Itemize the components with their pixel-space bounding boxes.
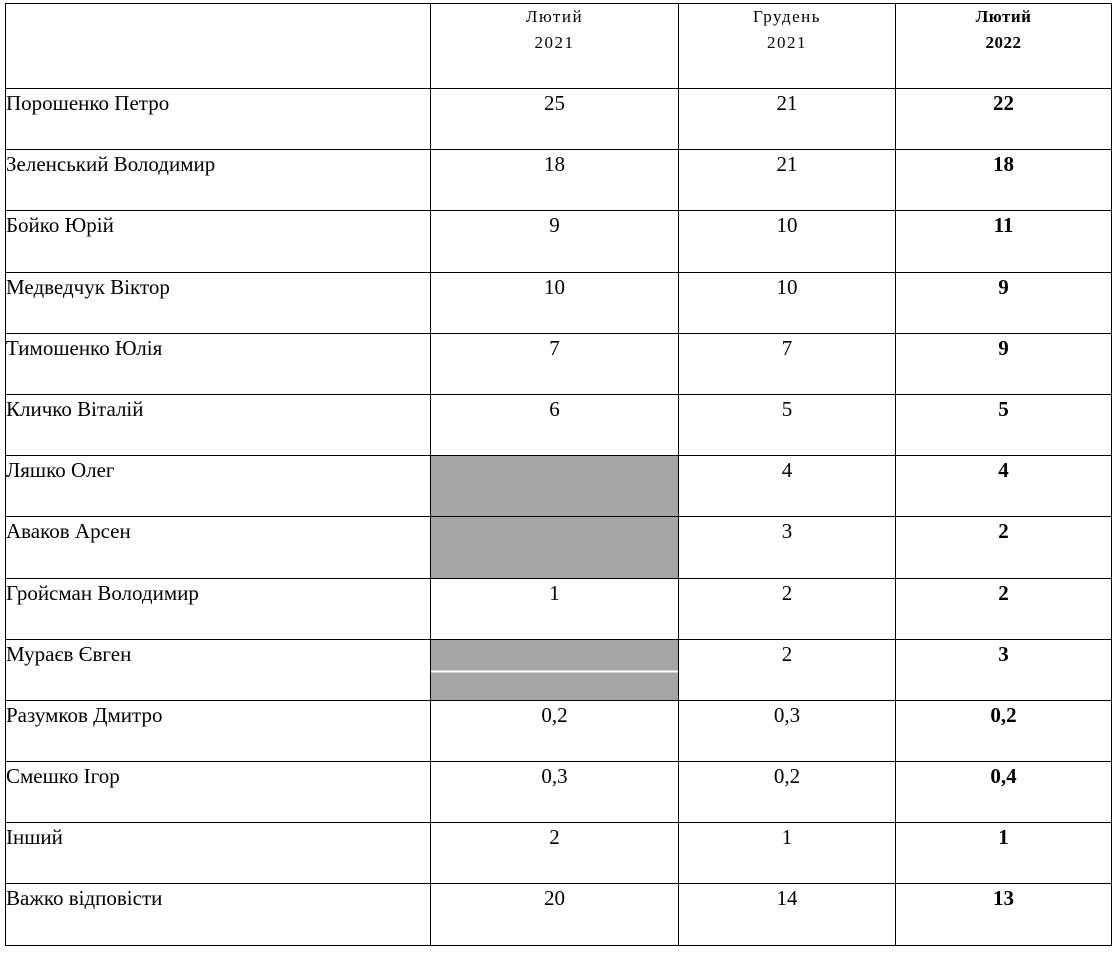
value-cell: 10 [431,272,679,333]
value-cell: 2 [679,639,896,700]
value-cell: 18 [896,150,1112,211]
no-data-cell [431,639,679,700]
value-cell: 0,4 [896,762,1112,823]
value-cell: 5 [896,394,1112,455]
table-row [6,272,1112,333]
value-cell: 0,2 [896,700,1112,761]
column-header-year: 2021 [534,33,575,52]
value-cell: 1 [431,578,679,639]
value-cell: 3 [679,517,896,578]
row-label: Зеленський Володимир [6,150,431,211]
table-row [6,150,1112,211]
table-row [6,762,1112,823]
table-row [6,700,1112,761]
value-cell: 9 [896,333,1112,394]
value-cell: 2 [896,578,1112,639]
value-cell: 10 [679,211,896,272]
row-label: Бойко Юрій [6,211,431,272]
value-cell: 2 [679,578,896,639]
row-label: Кличко Віталій [6,394,431,455]
value-cell: 9 [896,272,1112,333]
header-row [6,4,1112,89]
no-data-cell [431,456,679,517]
value-cell: 14 [679,884,896,945]
table-row [6,89,1112,150]
table-body [6,89,1112,946]
value-cell: 0,2 [679,762,896,823]
table-row [6,333,1112,394]
value-cell: 0,3 [679,700,896,761]
value-cell: 1 [679,823,896,884]
value-cell: 1 [896,823,1112,884]
table-row [6,394,1112,455]
table-row [6,517,1112,578]
column-header-month: Лютий [975,7,1032,26]
value-cell: 4 [679,456,896,517]
value-cell: 22 [896,89,1112,150]
column-header-year: 2022 [985,33,1022,52]
value-cell: 9 [431,211,679,272]
value-cell: 18 [431,150,679,211]
column-header-feb-2021 [431,4,679,89]
no-data-cell [431,517,679,578]
column-header-dec-2021 [679,4,896,89]
table-row [6,884,1112,945]
row-label: Ляшко Олег [6,456,431,517]
column-header-month: Лютий [525,7,584,26]
value-cell: 21 [679,150,896,211]
table-row [6,456,1112,517]
table-row [6,211,1112,272]
row-label: Смешко Ігор [6,762,431,823]
column-header-month: Грудень [752,7,821,26]
column-header-feb-2022 [896,4,1112,89]
value-cell: 2 [896,517,1112,578]
value-cell: 2 [431,823,679,884]
value-cell: 11 [896,211,1112,272]
row-label: Медведчук Віктор [6,272,431,333]
row-label: Порошенко Петро [6,89,431,150]
value-cell: 0,2 [431,700,679,761]
value-cell: 7 [679,333,896,394]
row-label: Важко відповісти [6,884,431,945]
table-row [6,639,1112,700]
value-cell: 4 [896,456,1112,517]
table-row [6,823,1112,884]
row-label: Разумков Дмитро [6,700,431,761]
row-label: Аваков Арсен [6,517,431,578]
value-cell: 10 [679,272,896,333]
row-label: Мураєв Євген [6,639,431,700]
row-label: Тимошенко Юлія [6,333,431,394]
value-cell: 25 [431,89,679,150]
value-cell: 20 [431,884,679,945]
value-cell: 13 [896,884,1112,945]
poll-results-table [5,3,1112,946]
row-label: Гройсман Володимир [6,578,431,639]
value-cell: 5 [679,394,896,455]
value-cell: 7 [431,333,679,394]
value-cell: 0,3 [431,762,679,823]
column-header-year: 2021 [767,33,807,52]
corner-cell [6,4,431,89]
value-cell: 21 [679,89,896,150]
value-cell: 6 [431,394,679,455]
table-row [6,578,1112,639]
value-cell: 3 [896,639,1112,700]
row-label: Інший [6,823,431,884]
